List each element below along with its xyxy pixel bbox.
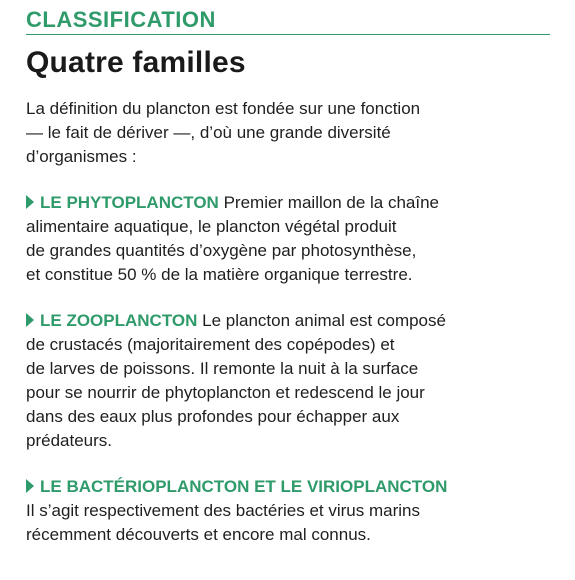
section-line: pour se nourrir de phytoplancton et redescend le jour bbox=[26, 383, 425, 402]
section-line: alimentaire aquatique, le plancton végétal produit bbox=[26, 217, 397, 236]
section-lead-text: Premier maillon de la chaîne bbox=[223, 193, 440, 212]
intro-line: — le fait de dériver —, d’où une grande diversité bbox=[26, 123, 391, 142]
section-line: de larves de poissons. Il remonte la nuit à la surface bbox=[26, 359, 419, 378]
section-first-line bbox=[26, 191, 546, 215]
article-box bbox=[26, 0, 550, 547]
triangle-bullet-icon bbox=[26, 195, 34, 209]
section-heading: LE BACTÉRIOPLANCTON ET LE VIRIOPLANCTON bbox=[40, 477, 448, 496]
section-line: Il s’agit respectivement des bactéries et virus marins bbox=[26, 501, 420, 520]
section-bacterioplancton bbox=[26, 475, 546, 547]
section-lead-text: Le plancton animal est composé bbox=[202, 311, 446, 330]
section-first-line bbox=[26, 475, 546, 499]
section-phytoplancton bbox=[26, 191, 546, 287]
intro-line: d’organismes : bbox=[26, 147, 137, 166]
intro-line: La définition du plancton est fondée sur une fonction bbox=[26, 99, 421, 118]
kicker-divider bbox=[26, 34, 550, 35]
section-line: prédateurs. bbox=[26, 431, 112, 450]
page-title: Quatre familles bbox=[26, 46, 246, 79]
section-heading: LE ZOOPLANCTON bbox=[40, 311, 198, 330]
section-line: de grandes quantités d’oxygène par photosynthèse, bbox=[26, 241, 417, 260]
section-line: récemment découverts et encore mal connus. bbox=[26, 525, 371, 544]
section-zooplancton bbox=[26, 309, 546, 453]
section-heading: LE PHYTOPLANCTON bbox=[40, 193, 219, 212]
section-first-line bbox=[26, 309, 546, 333]
section-line: et constitue 50 % de la matière organique terrestre. bbox=[26, 265, 413, 284]
triangle-bullet-icon bbox=[26, 479, 34, 493]
section-kicker: CLASSIFICATION bbox=[26, 7, 216, 32]
intro-paragraph bbox=[26, 97, 546, 169]
triangle-bullet-icon bbox=[26, 313, 34, 327]
section-line: de crustacés (majoritairement des copépodes) et bbox=[26, 335, 395, 354]
section-line: dans des eaux plus profondes pour échapper aux bbox=[26, 407, 400, 426]
